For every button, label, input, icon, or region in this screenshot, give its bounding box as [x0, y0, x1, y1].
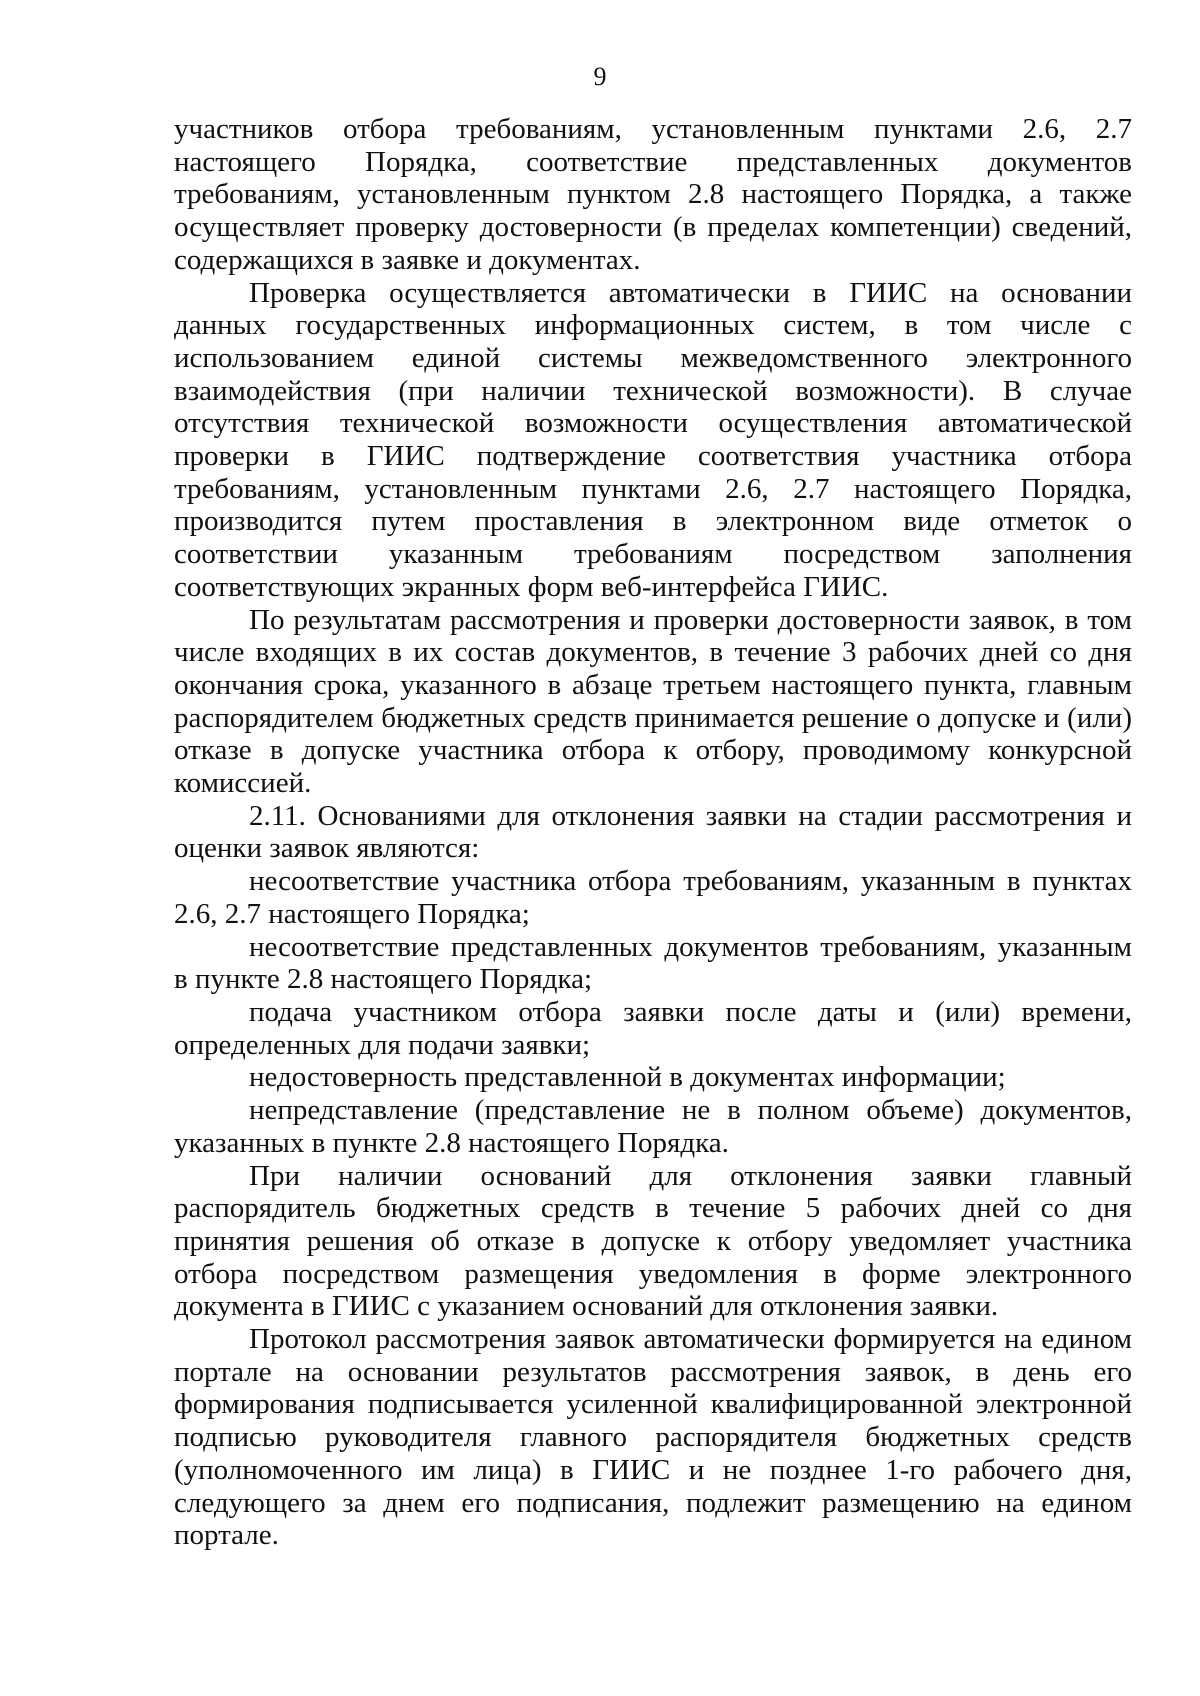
document-body [174, 113, 1132, 1552]
paragraph-review-protocol: Протокол рассмотрения заявок автоматически формируется на едином портале на основании результатов рассмотрения заявок, в день его формирования подписывается усиленной квалифицированной электронной подписью руководителя главного распорядителя бюджетных средств (уполномоченного им лица) в ГИИС и не позднее 1-го рабочего дня, следующего за днем его подписания, подлежит размещению на едином портале. [174, 1323, 1132, 1552]
paragraph-continuation: участников отбора требованиям, установленным пунктами 2.6, 2.7 настоящего Порядка, соответствие представленных документов требованиям, установленным пунктом 2.8 настоящего Порядка, а также осуществляет проверку достоверности (в пределах компетенции) сведений, содержащихся в заявке и документах. [174, 113, 1132, 276]
list-item-documents-mismatch: несоответствие представленных документов требованиям, указанным в пункте 2.8 настоящего Порядка; [174, 930, 1132, 996]
page-number: 9 [593, 62, 607, 91]
list-item-missing-documents: непредставление (представление не в полном объеме) документов, указанных в пункте 2.8 настоящего Порядка. [174, 1094, 1132, 1159]
list-item-late-submission: подача участником отбора заявки после даты и (или) времени, определенных для подачи заявки; [174, 995, 1132, 1061]
paragraph-automatic-check: Проверка осуществляется автоматически в ГИИС на основании данных государственных информационных систем, в том числе с использованием единой системы межведомственного электронного взаимодействия (при наличии технической возможности). В случае отсутствия технической возможности осуществления автоматической проверки в ГИИС подтверждение соответствия участника отбора требованиям, установленным пунктами 2.6, 2.7 настоящего Порядка, производится путем проставления в электронном виде отметок о соответствии указанным требованиям посредством заполнения соответствующих экранных форм веб-интерфейса ГИИС. [174, 276, 1132, 603]
paragraph-section-2-11: 2.11. Основаниями для отклонения заявки на стадии рассмотрения и оценки заявок являются: [174, 799, 1132, 865]
list-item-unreliable-info: недостоверность представленной в документах информации; [249, 1061, 1006, 1094]
list-item-requirements-mismatch: несоответствие участника отбора требованиям, указанным в пунктах 2.6, 2.7 настоящего Порядка; [174, 865, 1132, 930]
paragraph-review-results: По результатам рассмотрения и проверки достоверности заявок, в том числе входящих в их состав документов, в течение 3 рабочих дней со дня окончания срока, указанного в абзаце третьем настоящего пункта, главным распорядителем бюджетных средств принимается решение о допуске и (или) отказе в допуске участника отбора к отбору, проводимому конкурсной комиссией. [174, 603, 1132, 800]
paragraph-rejection-notice: При наличии оснований для отклонения заявки главный распорядитель бюджетных средств в течение 5 рабочих дней со дня принятия решения об отказе в допуске к отбору уведомляет участника отбора посредством размещения уведомления в форме электронного документа в ГИИС с указанием оснований для отклонения заявки. [174, 1159, 1132, 1323]
